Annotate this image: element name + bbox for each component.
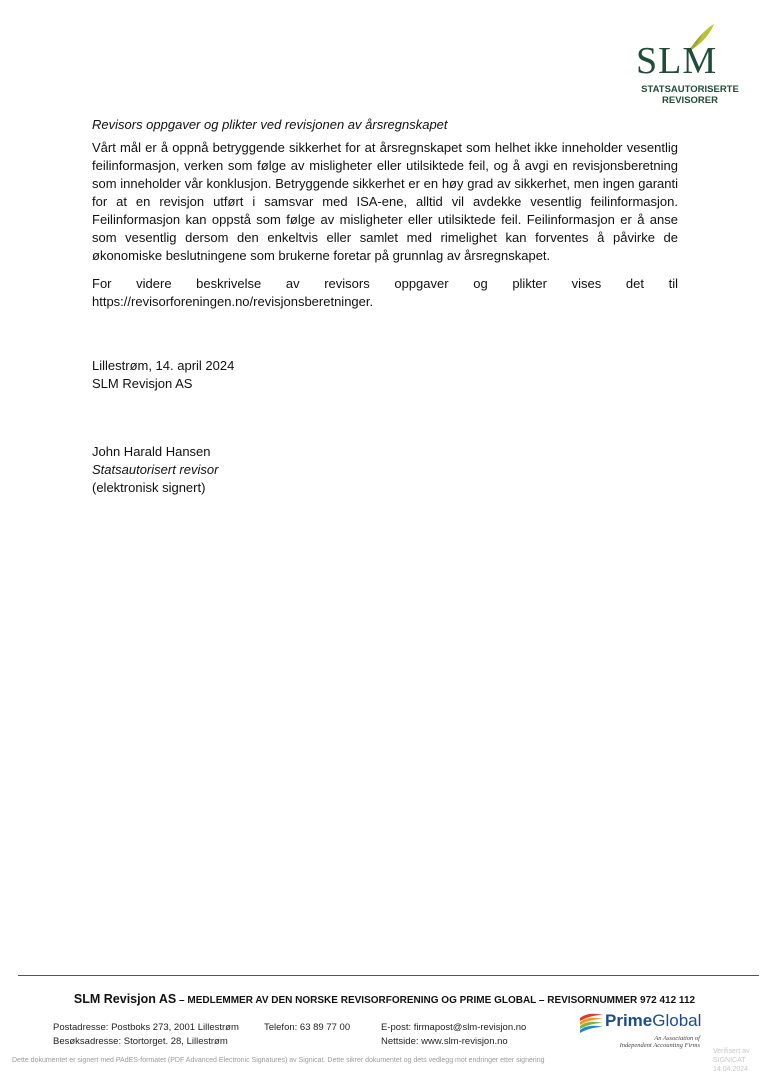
primeglobal-wordmark xyxy=(605,1011,701,1031)
primeglobal-wordmark-regular: Global xyxy=(652,1011,702,1030)
signicat-verified-stamp xyxy=(713,1047,750,1074)
logo-wordmark: SLM xyxy=(636,40,718,82)
signicat-signature-note: Dette dokumentet er signert med PAdES-formatet (PDF Advanced Electronic Signatures) av Signicat. Dette sikrer dokumentet og dets vedlegg mot endringer etter signering xyxy=(12,1057,545,1064)
signer-title: Statsautorisert revisor xyxy=(92,462,219,477)
logo-subtitle xyxy=(638,84,742,106)
footer-address xyxy=(53,1021,239,1049)
paragraph-objective: Vårt mål er å oppnå betryggende sikkerhet for at årsregnskapet som helhet ikke inneholder vesentlig feilinformasjon, verken som følge av misligheter eller utilsiktede feil, og å avgi en revisjonsberetning som inneholder vår konklusjon. Betryggende sikkerhet er en høy grad av sikkerhet, men ingen garanti for at en revisjon utført i samsvar med ISA-ene, alltid vil avdekke vesentlig feilinformasjon. Feilinformasjon kan oppstå som følge av misligheter eller utilsiktede feil. Feilinformasjon er å anse som vesentlig dersom den enkeltvis eller samlet med rimelighet kan forventes å påvirke de økonomiske beslutningene som brukerne foretar på grunnlag av årsregnskapet. xyxy=(92,140,678,263)
place-date: Lillestrøm, 14. april 2024 xyxy=(92,358,235,373)
place-date-block xyxy=(92,357,234,393)
logo-subtitle-line2: REVISORER xyxy=(662,95,718,106)
verified-line1: Verifisert av xyxy=(713,1048,750,1055)
primeglobal-subtitle-line2: Independent Accounting Firms xyxy=(619,1042,700,1049)
footer-company-line xyxy=(0,992,769,1006)
section-heading: Revisors oppgaver og plikter ved revisjonen av årsregnskapet xyxy=(92,117,448,132)
verified-line2: SIGNICAT xyxy=(713,1057,746,1064)
footer-company-name: SLM Revisjon AS xyxy=(73,992,177,1006)
signer-block xyxy=(92,443,218,497)
primeglobal-subtitle xyxy=(620,1035,700,1049)
firm-name: SLM Revisjon AS xyxy=(92,376,193,391)
verified-line3: 14.04.2024 xyxy=(713,1066,749,1073)
footer-divider xyxy=(18,975,759,976)
footer-company-tagline: – MEDLEMMER AV DEN NORSKE REVISORFORENING OG PRIME GLOBAL – REVISORNUMMER 972 412 112 xyxy=(176,995,696,1006)
footer-contact xyxy=(381,1021,526,1049)
signer-name: John Harald Hansen xyxy=(92,444,211,459)
logo-subtitle-line1: STATSAUTORISERTE xyxy=(641,84,739,95)
footer-telefon: Telefon: 63 89 77 00 xyxy=(264,1022,351,1033)
footer-postadresse: Postadresse: Postboks 273, 2001 Lillestrøm xyxy=(53,1022,239,1033)
paragraph-further-description xyxy=(92,275,678,311)
primeglobal-wordmark-bold: Prime xyxy=(605,1011,653,1030)
slm-logo xyxy=(626,22,742,106)
footer-email[interactable]: E-post: firmapost@slm-revisjon.no xyxy=(381,1022,527,1033)
footer-phone xyxy=(264,1021,350,1035)
footer-besoksadresse: Besøksadresse: Stortorget. 28, Lillestrøm xyxy=(53,1036,228,1047)
primeglobal-logo xyxy=(578,1010,703,1052)
paragraph-further-line1: For videre beskrivelse av revisors oppgaver og plikter vises det til xyxy=(92,276,678,291)
primeglobal-subtitle-line1: An Association of xyxy=(654,1035,700,1042)
footer-website[interactable]: Nettside: www.slm-revisjon.no xyxy=(381,1036,508,1047)
revisorforeningen-link[interactable]: https://revisorforeningen.no/revisjonsberetninger. xyxy=(92,294,374,309)
primeglobal-swoosh-icon xyxy=(578,1012,604,1034)
signer-note: (elektronisk signert) xyxy=(92,480,206,495)
